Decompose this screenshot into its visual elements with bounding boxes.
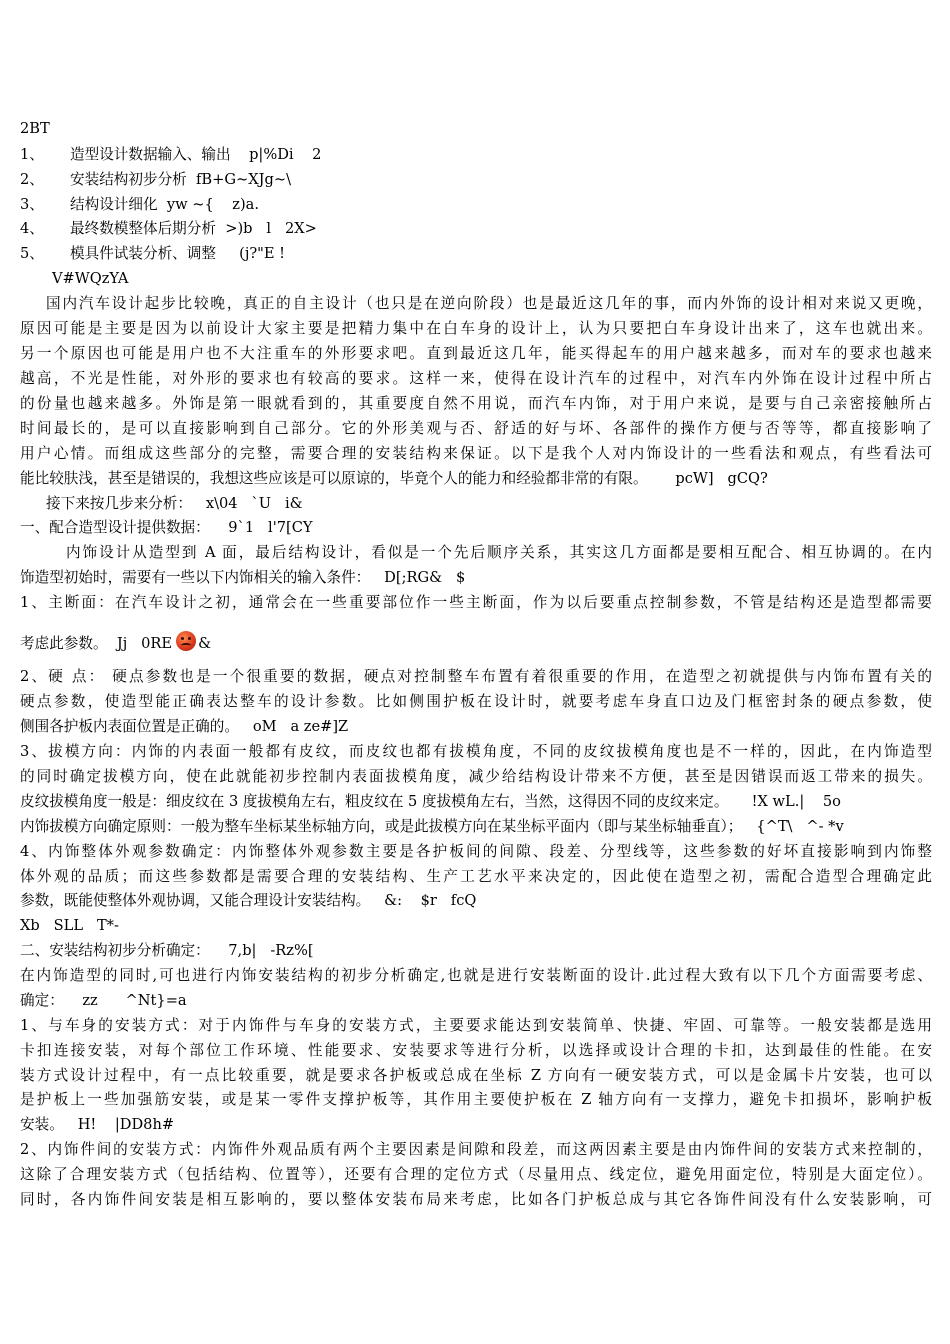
toc-number: 1、 bbox=[20, 146, 44, 163]
paragraph-line: 确定： zz ^Nt}=a bbox=[20, 992, 187, 1009]
line-text: & bbox=[198, 635, 212, 652]
steps-intro: 接下来按几步来分析： x\04 `U i& bbox=[46, 495, 303, 512]
paragraph-line: 装方式设计过程中，有一点比较重要，就是要求各护板或总成在坐标 Z 方向有一硬安装方式，可以是金属卡片安装，也可以 bbox=[20, 1067, 932, 1084]
paragraph-line: 1、与车身的安装方式：对于内饰件与车身的安装方式，主要要求能达到安装简单、快捷、牢固、可靠等。一般安装都是选用 bbox=[20, 1017, 932, 1034]
paragraph-line: 越高，不光是性能，对外形的要求也有较高的要求。这样一来，使得在设计汽车的过程中，对汽车内外饰在设计过程中所占 bbox=[20, 370, 932, 387]
paragraph-line: 能比较肤浅，甚至是错误的，我想这些应该是可以原谅的，毕竟个人的能力和经验都非常的有限。 pcW] gCQ? bbox=[20, 470, 768, 487]
toc-item bbox=[20, 170, 291, 189]
section-2-title: 二、安装结构初步分析确定： 7,b| -Rz%[ bbox=[20, 942, 314, 959]
toc-number: 2、 bbox=[20, 171, 44, 188]
paragraph-line: 安装。 H! |DD8h# bbox=[20, 1116, 175, 1133]
paragraph-line: 卡扣连接安装，对每个部位工作环境、性能要求、安装要求等进行分析，以选择或设计合理的卡扣，达到最佳的性能。在安 bbox=[20, 1042, 932, 1059]
paragraph-line: 的同时确定拔模方向，使在此就能初步控制内表面拔模角度，减少给结构设计带来不方便，甚至是因错误而返工带来的损失。 bbox=[20, 768, 932, 785]
toc-text: 安装结构初步分析 fB+G~XJg~\ bbox=[70, 171, 291, 188]
paragraph-line: 1、主断面：在汽车设计之初，通常会在一些重要部位作一些主断面，作为以后要重点控制参数，不管是结构还是造型都需要 bbox=[20, 594, 932, 611]
paragraph-line: 时间最长的，是可以直接影响到自己部分。它的外形美观与否、舒适的好与坏、各部件的操作方便与否等等，都直接影响了 bbox=[20, 420, 932, 437]
paragraph-line: 侧围各护板内表面位置是正确的。 oM a ze#]Z bbox=[20, 718, 349, 735]
paragraph-line: 4、内饰整体外观参数确定：内饰整体外观参数主要是各护板间的间隙、段差、分型线等，这些参数的好坏直接影响到内饰整 bbox=[20, 843, 932, 860]
paragraph-line: 在内饰造型的同时,可也进行内饰安装结构的初步分析确定,也就是进行安装断面的设计.此过程大致有以下几个方面需要考虑、 bbox=[20, 967, 932, 984]
toc-text: 最终数模整体后期分析 >)b l 2X> bbox=[70, 220, 317, 237]
paragraph-line: 3、拔模方向：内饰的内表面一般都有皮纹，而皮纹也都有拔模角度，不同的皮纹拔模角度也是不一样的，因此，在内饰造型 bbox=[20, 743, 932, 760]
toc-text: 造型设计数据输入、输出 p|%Di 2 bbox=[70, 146, 322, 163]
paragraph-line: 原因可能是主要是因为以前设计大家主要是把精力集中在白车身的设计上，认为只要把白车身设计出来了，这车也就出来。 bbox=[20, 320, 932, 337]
toc-item bbox=[20, 195, 259, 214]
paragraph-line: 皮纹拔模角度一般是：细皮纹在 3 度拔模角左右，粗皮纹在 5 度拔模角左右，当然，这得因不同的皮纹来定。 !X wL.| 5o bbox=[20, 793, 841, 810]
line-text: 考虑此参数。 Jj 0RE bbox=[20, 635, 173, 652]
toc-number: 4、 bbox=[20, 220, 44, 237]
paragraph-line: 国内汽车设计起步比较晚，真正的自主设计（也只是在逆向阶段）也是最近这几年的事，而内外饰的设计相对来说又更晚， bbox=[46, 295, 932, 312]
header-code: 2BT bbox=[20, 120, 50, 137]
paragraph-line: 硬点参数，使造型能正确表达整车的设计参数。比如侧围护板在设计时，就要考虑车身直口边及门框密封条的硬点参数，使 bbox=[20, 693, 932, 710]
paragraph-line: 内饰拔模方向确定原则：一般为整车坐标某坐标轴方向，或是此拔模方向在某坐标平面内（即与某坐标轴垂直）； {^T\ ^- *v bbox=[20, 818, 844, 835]
paragraph-line: 2、内饰件间的安装方式：内饰件外观品质有两个主要因素是间隙和段差，而这两因素主要是由内饰件间的安装方式来控制的， bbox=[20, 1141, 932, 1158]
paragraph-line: 内饰设计从造型到 A 面，最后结构设计，看似是一个先后顺序关系，其实这几方面都是要相互配合、相互协调的。在内 bbox=[66, 544, 932, 561]
paragraph-line: 用户心情。而组成这些部分的完整，需要合理的安装结构来保证。以下是我个人对内饰设计的一些看法和观点，有些看法可 bbox=[20, 445, 932, 462]
paragraph-line: 的份量也越来越多。外饰是第一眼就看到的，其重要度自然不用说，而汽车内饰，对于用户来说，是要与自己亲密接触所占 bbox=[20, 395, 932, 412]
toc-item bbox=[20, 219, 317, 238]
code-line: Xb SLL T*- bbox=[20, 917, 119, 934]
code-line: V#WQzYA bbox=[52, 270, 129, 287]
paragraph-line: 饰造型初始时，需要有一些以下内饰相关的输入条件： D[;RG& $ bbox=[20, 569, 466, 586]
paragraph-line: 这除了合理安装方式（包括结构、位置等），还要有合理的定位方式（尽量用点、线定位，避免用面定位，特别是大面定位）。 bbox=[20, 1166, 932, 1183]
toc-item bbox=[20, 145, 321, 164]
paragraph-line bbox=[20, 631, 211, 653]
section-1-title: 一、配合造型设计提供数据： 9`1 l'7[CY bbox=[20, 519, 313, 536]
paragraph-line: 另一个原因也可能是用户也不大注重车的外形要求吧。直到最近这几年，能买得起车的用户越来越多，而对车的要求也越来 bbox=[20, 345, 932, 362]
angry-face-icon bbox=[176, 631, 196, 651]
paragraph-line: 是护板上一些加强筋安装，或是某一零件支撑护板等，其作用主要使护板在 Z 轴方向有一支撑力，避免卡扣损坏，影响护板 bbox=[20, 1091, 932, 1108]
toc-item bbox=[20, 244, 285, 263]
toc-text: 模具件试装分析、调整 (j?"E ! bbox=[70, 245, 286, 262]
toc-number: 5、 bbox=[20, 245, 44, 262]
paragraph-line: 体外观的品质；而这些参数都是需要合理的安装结构、生产工艺水平来决定的，因此使在造型之初，需配合造型合理确定此 bbox=[20, 868, 932, 885]
paragraph-line: 同时，各内饰件间安装是相互影响的，要以整体安装布局来考虑，比如各门护板总成与其它各饰件间没有什么安装影响，可 bbox=[20, 1191, 932, 1208]
toc-number: 3、 bbox=[20, 196, 44, 213]
toc-text: 结构设计细化 yw ~{ z)a. bbox=[70, 196, 260, 213]
paragraph-line: 2、硬 点： 硬点参数也是一个很重要的数据，硬点对控制整车布置有着很重要的作用，在造型之初就提供与内饰布置有关的 bbox=[20, 668, 932, 685]
paragraph-line: 参数，既能使整体外观协调，又能合理设计安装结构。 &: $r fcQ bbox=[20, 892, 477, 909]
